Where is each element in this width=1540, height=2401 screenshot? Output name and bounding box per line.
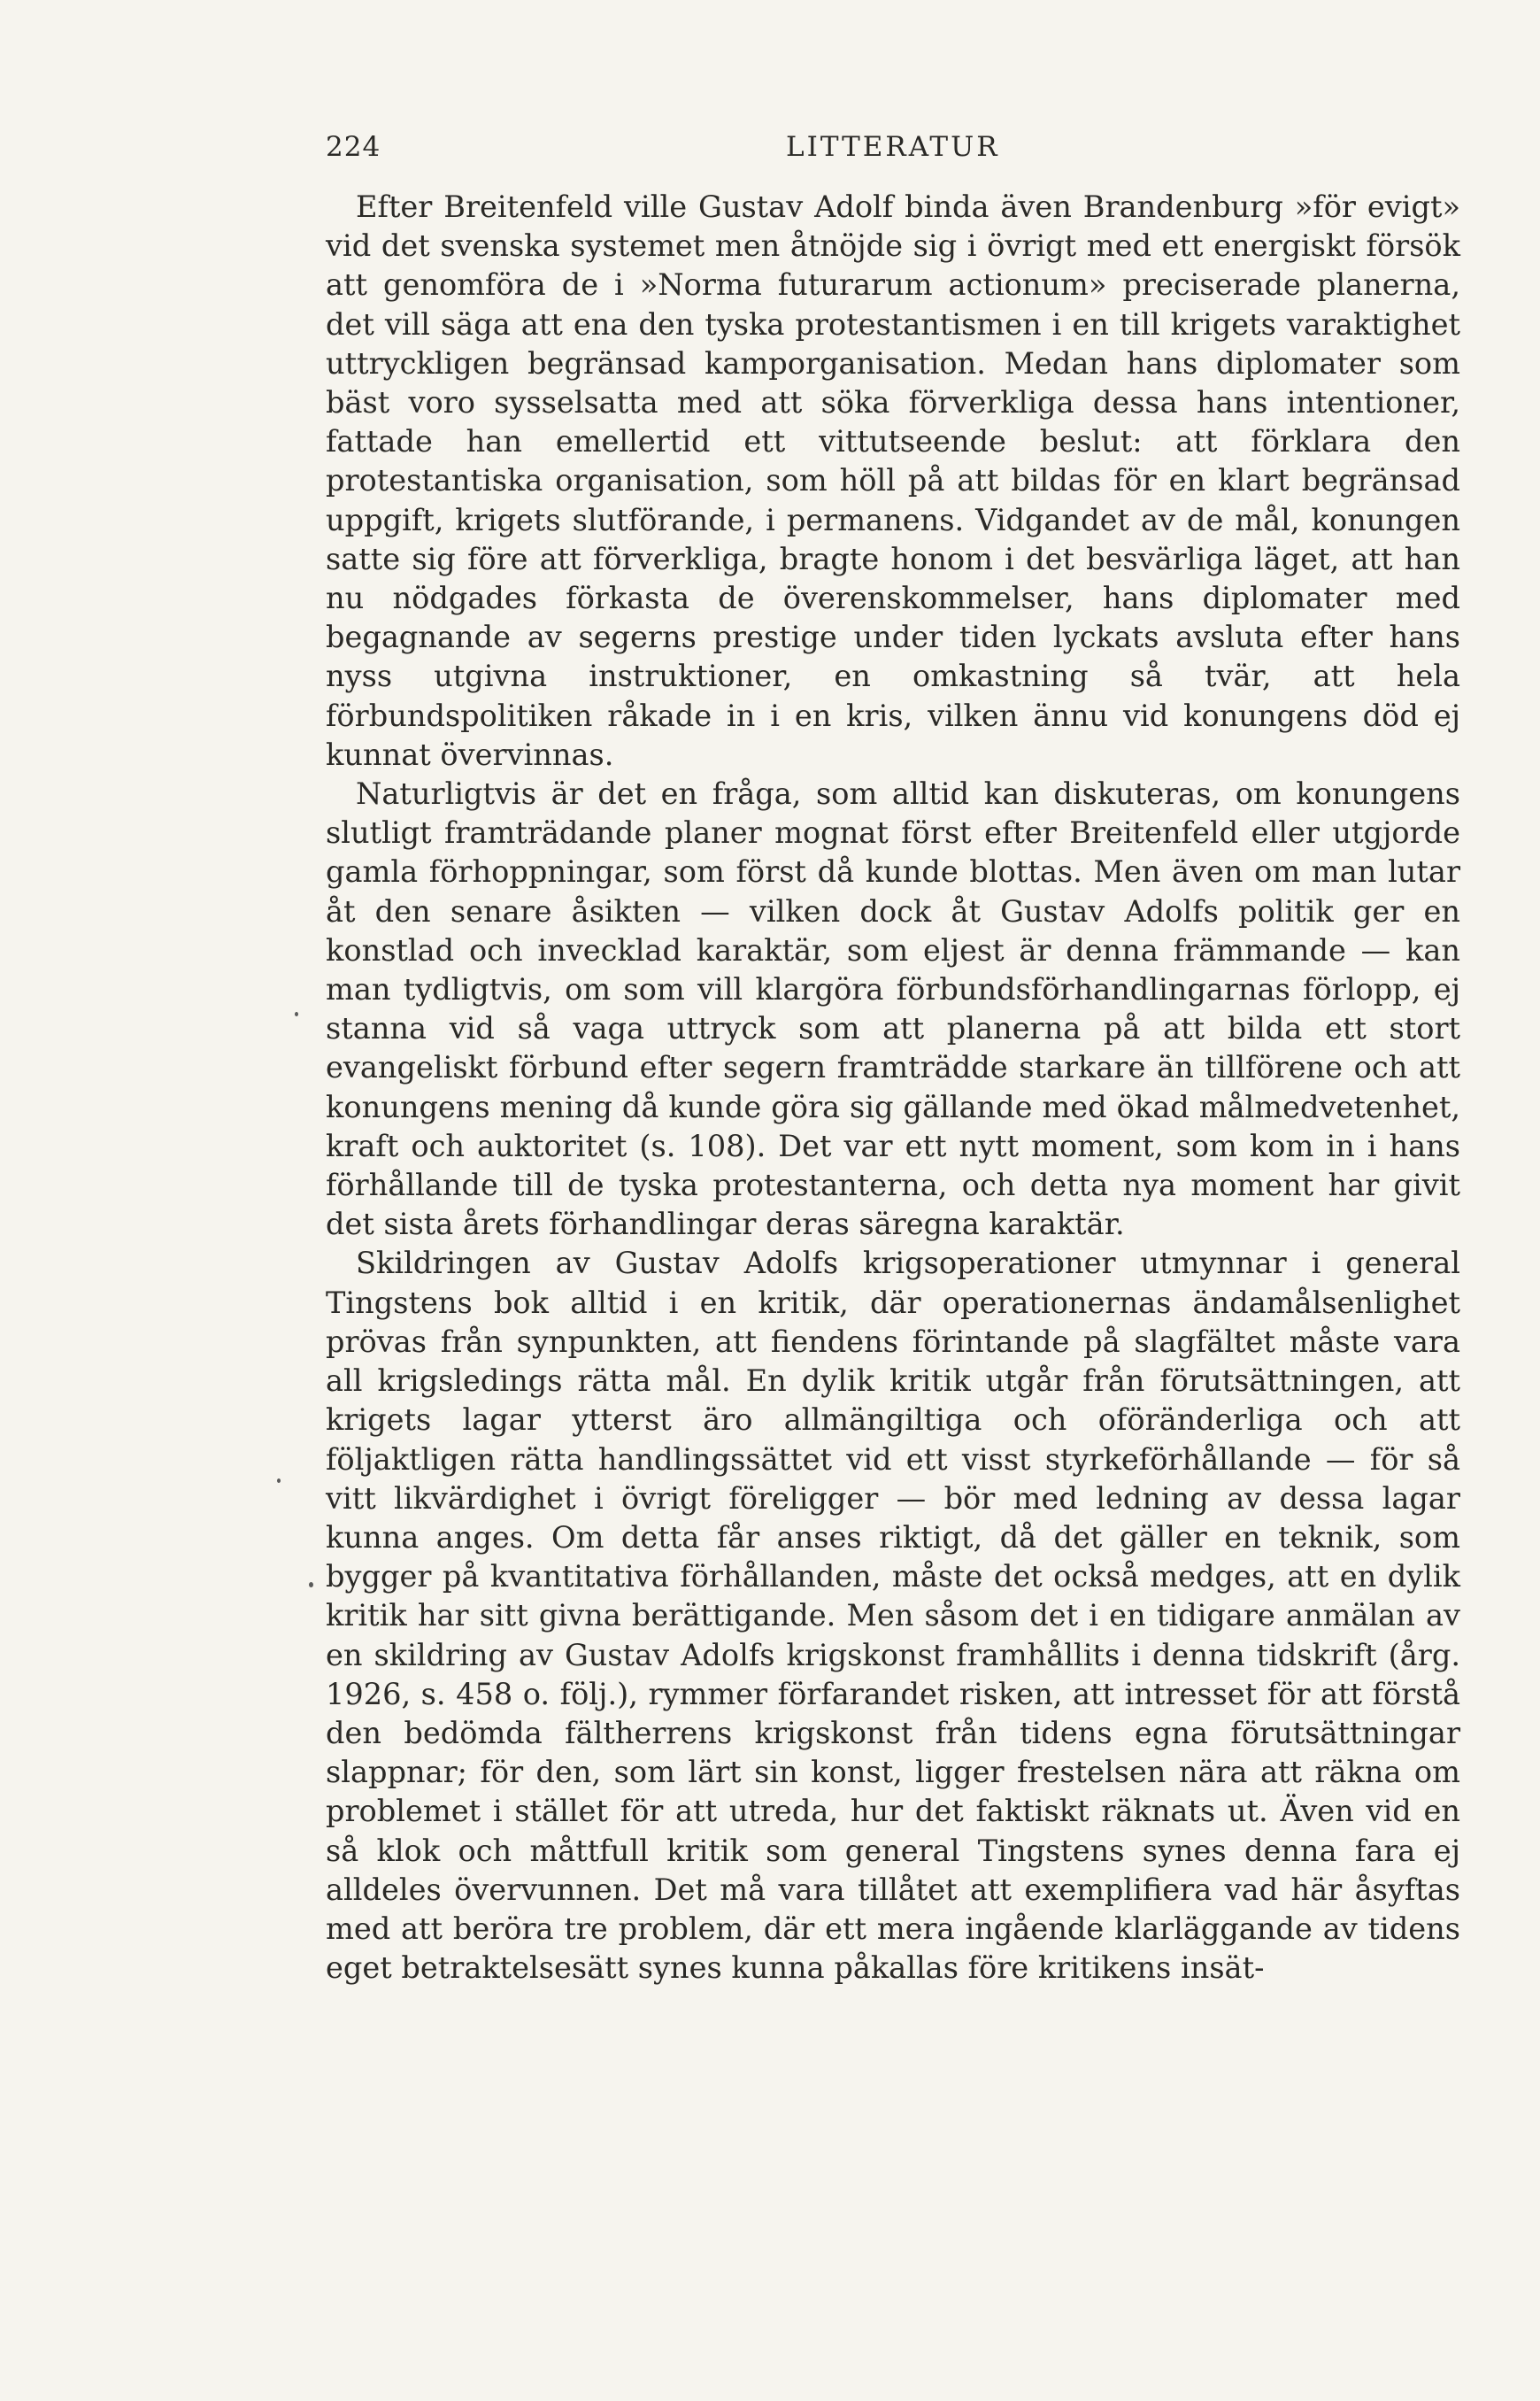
paragraph: Naturligtvis är det en fråga, som alltid kan diskuteras, om konungens slutligt framträdande planer mognat först efter Breitenfeld eller utgjorde gamla förhoppningar, som först då kunde blottas. Men även om man lutar åt den senare åsikten — vilken dock åt Gustav Adolfs politik ger en konstlad och invecklad karaktär, som eljest är denna främmande — kan man tydligtvis, om som vill klargöra förbundsförhandlingarnas förlopp, ej stanna vid så vaga uttryck som att planerna på att bilda ett stort evangeliskt förbund efter segern framträdde starkare än tillförene och att konungens mening då kunde göra sig gällande med ökad målmedvetenhet, kraft och auktoritet (s. 108). Det var ett nytt moment, som kom in i hans förhållande till de tyska protestanterna, och detta nya moment har givit det sista årets förhandlingar deras säregna karaktär. (326, 776, 1460, 1242)
page-header (326, 131, 1467, 166)
paper-speck (295, 1012, 298, 1016)
paragraph: Efter Breitenfeld ville Gustav Adolf binda även Brandenburg »för evigt» vid det svenska systemet men åtnöjde sig i övrigt med ett energiskt försök att genomföra de i »Norma futurarum actionum» preciserade planerna, det vill säga att ena den tyska protestantismen i en till krigets varaktighet uttryckligen begränsad kamporganisation. Medan hans diplomater som bäst voro sysselsatta med att söka förverkliga dessa hans intentioner, fattade han emellertid ett vittutseende beslut: att förklara den protestantiska organisation, som höll på att bildas för en klart begränsad uppgift, krigets slutförande, i permanens. Vidgandet av de mål, konungen satte sig före att förverkliga, bragte honom i det besvärliga läget, att han nu nödgades förkasta de överenskommelser, hans diplomater med begagnande av segerns prestige under tiden lyckats avsluta efter hans nyss utgivna instruktioner, en omkastning så tvär, att hela förbundspolitiken råkade in i en kris, vilken ännu vid konungens död ej kunnat övervinnas. (326, 189, 1460, 772)
paper-speck (309, 1582, 313, 1587)
body-text (326, 188, 1460, 1988)
paragraph: Skildringen av Gustav Adolfs krigsoperationer utmynnar i general Tingstens bok alltid i en kritik, där operationernas ändamålsenlighet prövas från synpunkten, att fiendens förintande på slagfältet måste vara all krigsledings rätta mål. En dylik kritik utgår från förutsättningen, att krigets lagar ytterst äro allmängiltiga och oföränderliga och att följaktligen rätta handlingssättet vid ett visst styrkeförhållande — för så vitt likvärdighet i övrigt föreligger — bör med ledning av dessa lagar kunna anges. Om detta får anses riktigt, då det gäller en teknik, som bygger på kvantitativa förhållanden, måste det också medges, att en dylik kritik har sitt givna berättigande. Men såsom det i en tidigare anmälan av en skildring av Gustav Adolfs krigskonst framhållits i denna tidskrift (årg. 1926, s. 458 o. följ.), rymmer förfarandet risken, att intresset för att förstå den bedömda fältherrens krigskonst från tidens egna förutsättningar slappnar; för den, som lärt sin konst, ligger frestelsen nära att räkna om problemet i stället för att utreda, hur det faktiskt räknats ut. Även vid en så klok och måttfull kritik som general Tingstens synes denna fara ej alldeles övervunnen. Det må vara tillåtet att exemplifiera vad här åsyftas med att beröra tre problem, där ett mera ingående klarläggande av tidens eget betraktelsesätt synes kunna påkallas före kritikens insät- (326, 1246, 1460, 1986)
page-number: 224 (326, 131, 381, 163)
running-head: LITTERATUR (786, 131, 1000, 163)
paper-speck (277, 1478, 281, 1483)
